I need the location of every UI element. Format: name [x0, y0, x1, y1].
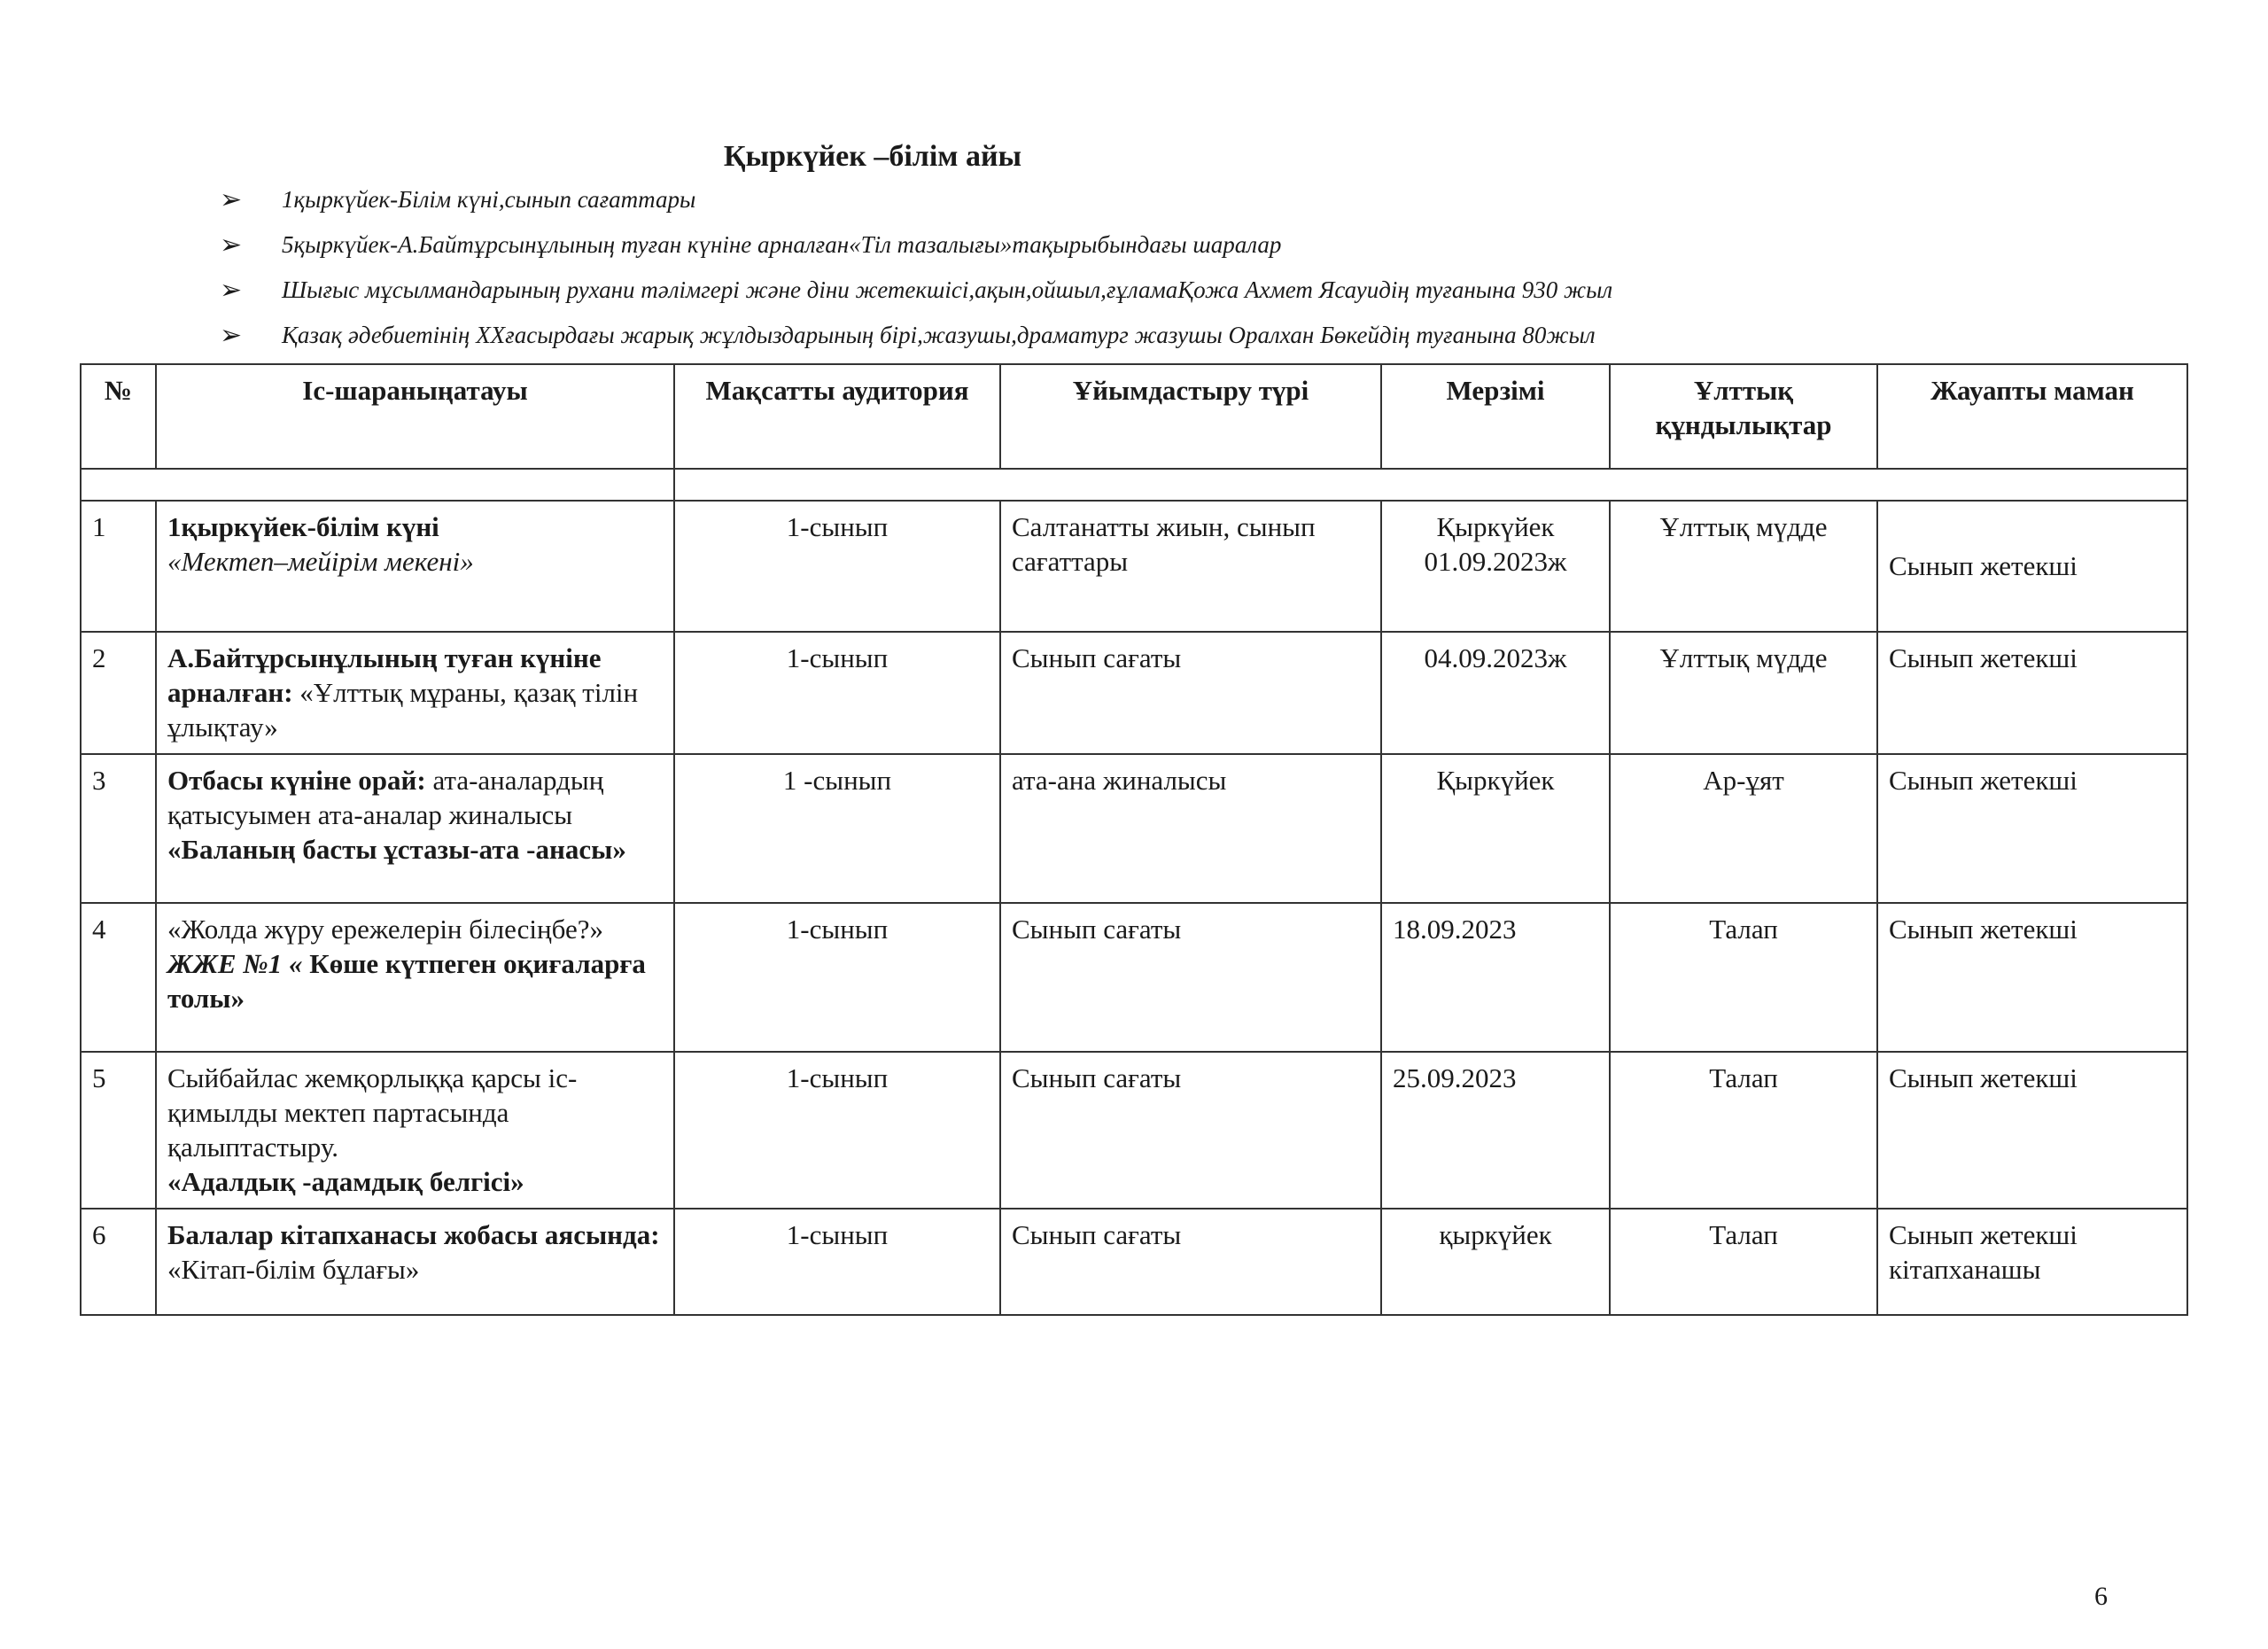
form-cell: Сынып сағаты	[1000, 632, 1381, 754]
row-number: 4	[81, 903, 156, 1052]
event-name-cell	[156, 632, 674, 754]
audience-cell: 1-сынып	[674, 632, 1000, 754]
form-cell: Салтанатты жиын, сынып сағаттары	[1000, 501, 1381, 632]
event-title-bold-2: «Баланың басты ұстазы-ата -анасы»	[167, 833, 626, 865]
values-cell: Ұлттық мүдде	[1610, 501, 1877, 632]
form-cell: Сынып сағаты	[1000, 1052, 1381, 1209]
row-number: 5	[81, 1052, 156, 1209]
row-number: 3	[81, 754, 156, 903]
event-title-bold: Көше күтпеген оқиғаларға толы»	[167, 948, 646, 1014]
event-title-plain: «Жолда жүру ережелерін білесіңбе?»	[167, 914, 604, 945]
table-row	[81, 1209, 2187, 1315]
table-row	[81, 903, 2187, 1052]
date-cell: 04.09.2023ж	[1381, 632, 1610, 754]
bullet-item	[220, 177, 2169, 222]
values-cell: Талап	[1610, 903, 1877, 1052]
table-row	[81, 501, 2187, 632]
event-name-cell	[156, 1052, 674, 1209]
arrow-bullet-icon: ➢	[220, 321, 243, 350]
header-values: Ұлттық құндылықтар	[1610, 364, 1877, 469]
event-title-plain: Сыйбайлас жемқорлыққа қарсы іс-қимылды мектеп партасында қалыптастыру.	[167, 1062, 578, 1163]
event-title-bold: Балалар кітапханасы жобасы аясында:	[167, 1219, 660, 1251]
table-row	[81, 754, 2187, 903]
responsible-cell: Сынып жетекші	[1877, 754, 2187, 903]
bullet-item	[220, 268, 2169, 313]
table-row	[81, 1052, 2187, 1209]
header-responsible: Жауапты маман	[1877, 364, 2187, 469]
event-plan-table	[80, 363, 2188, 1316]
responsible-cell: Сынып жетекші	[1877, 632, 2187, 754]
table-header-row	[81, 364, 2187, 469]
date-cell: Қыркүйек	[1381, 754, 1610, 903]
bullet-text: 5қыркүйек-А.Байтұрсынұлының туған күніне арналған«Тіл тазалығы»тақырыбындағы шаралар	[282, 231, 1282, 258]
event-subtitle: «Мектеп–мейірім мекені»	[167, 545, 474, 577]
audience-cell: 1 -сынып	[674, 754, 1000, 903]
arrow-bullet-icon: ➢	[220, 230, 243, 260]
date-cell: Қыркүйек 01.09.2023ж	[1381, 501, 1610, 632]
date-cell: 25.09.2023	[1381, 1052, 1610, 1209]
event-title-bold: Отбасы күніне орай:	[167, 765, 426, 797]
audience-cell: 1-сынып	[674, 1209, 1000, 1315]
form-cell: Сынып сағаты	[1000, 1209, 1381, 1315]
responsible-cell	[1877, 501, 2187, 632]
audience-cell: 1-сынып	[674, 903, 1000, 1052]
audience-cell: 1-сынып	[674, 1052, 1000, 1209]
event-title-bold: А.Байтұрсынұлының туған күніне арналған:	[167, 642, 602, 708]
form-cell: Сынып сағаты	[1000, 903, 1381, 1052]
row-number: 1	[81, 501, 156, 632]
event-title-plain: ата-аналардың қатысуымен ата-аналар жиналысы	[167, 765, 604, 830]
event-name-cell	[156, 1209, 674, 1315]
event-title-bold: 1қыркүйек-білім күні	[167, 511, 439, 542]
responsible-cell: Сынып жетекші кітапханашы	[1877, 1209, 2187, 1315]
table-row	[81, 632, 2187, 754]
header-audience: Мақсатты аудитория	[674, 364, 1000, 469]
header-number: №	[81, 364, 156, 469]
bullet-item	[220, 222, 2169, 268]
arrow-bullet-icon: ➢	[220, 276, 243, 305]
header-form: Ұйымдастыру түрі	[1000, 364, 1381, 469]
row-number: 6	[81, 1209, 156, 1315]
header-date: Мерзімі	[1381, 364, 1610, 469]
bullet-text: Шығыс мұсылмандарының рухани тәлімгері және діни жетекшісі,ақын,ойшыл,ғұламаҚожа Ахмет Ясауидің туғанына 930 жыл	[282, 276, 1613, 303]
bullet-item	[220, 313, 2169, 358]
values-cell: Талап	[1610, 1209, 1877, 1315]
event-title-plain: «Ұлттық мұраны, қазақ тілін ұлықтау»	[167, 676, 639, 743]
header-event-name: Іс-шараныңатауы	[156, 364, 674, 469]
responsible-cell: Сынып жетекші	[1877, 1052, 2187, 1209]
arrow-bullet-icon: ➢	[220, 185, 243, 214]
bullet-text: 1қыркүйек-Білім күні,сынып сағаттары	[282, 186, 696, 213]
form-cell: ата-ана жиналысы	[1000, 754, 1381, 903]
table-spacer-row	[81, 469, 2187, 501]
event-code: ЖЖЕ №1 «	[167, 948, 303, 979]
row-number: 2	[81, 632, 156, 754]
bullet-list	[220, 177, 2169, 358]
values-cell: Ұлттық мүдде	[1610, 632, 1877, 754]
values-cell: Талап	[1610, 1052, 1877, 1209]
page-title: Қыркүйек –білім айы	[723, 140, 1022, 173]
responsible-text: Сынып жетекші	[1889, 549, 2078, 581]
page-number: 6	[2094, 1582, 2108, 1611]
date-cell: 18.09.2023	[1381, 903, 1610, 1052]
audience-cell: 1-сынып	[674, 501, 1000, 632]
event-name-cell	[156, 903, 674, 1052]
event-title-bold: «Адалдық -адамдық белгісі»	[167, 1165, 524, 1197]
date-cell: қыркүйек	[1381, 1209, 1610, 1315]
event-name-cell	[156, 501, 674, 632]
responsible-cell: Сынып жетекші	[1877, 903, 2187, 1052]
event-name-cell	[156, 754, 674, 903]
bullet-text: Қазақ әдебиетінің XXғасырдағы жарық жұлдыздарының бірі,жазушы,драматург жазушы Оралхан Бөкейдің туғанына 80жыл	[282, 322, 1596, 348]
event-title-plain: «Кітап-білім бұлағы»	[167, 1254, 420, 1285]
values-cell: Ар-ұят	[1610, 754, 1877, 903]
